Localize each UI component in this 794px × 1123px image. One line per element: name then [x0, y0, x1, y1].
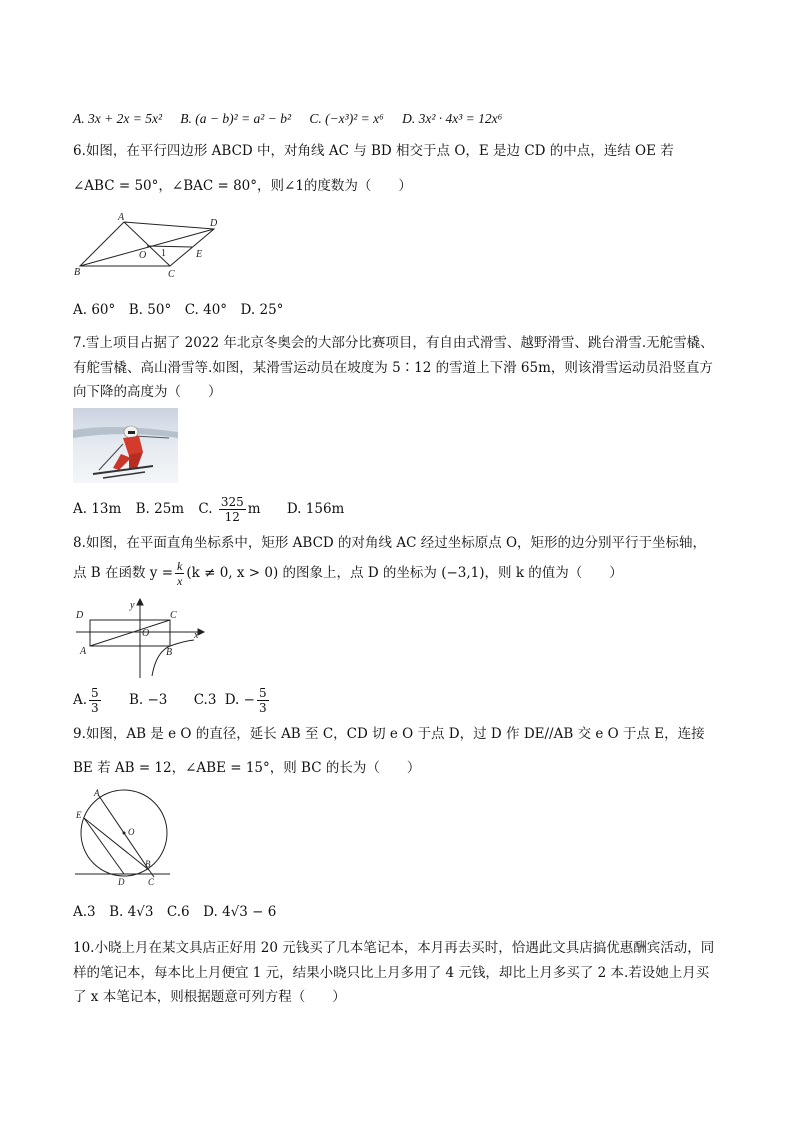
q6-label-d: D — [210, 218, 217, 229]
q8-option-b: B. −3 — [128, 692, 168, 708]
q10-stem-line2: 样的笔记本，每本比上月便宜 1 元，结果小晓只比上月多用了 4 元钱，却比上月多买了 2 本.若设她上月买 — [73, 965, 710, 981]
q6-diagonal-ac — [124, 222, 170, 266]
q7-stem-line1: 7.雪上项目占据了 2022 年北京冬奥会的大部分比赛项目，有自由式滑雪、越野滑雪、跳台滑雪.无舵雪橇、 — [73, 335, 714, 351]
q8-option-d-denominator: 3 — [258, 701, 267, 715]
q7-options — [73, 492, 344, 526]
q8-label-b: B — [166, 647, 173, 658]
q7-stem-line2: 有舵雪橇、高山滑雪等.如图，某滑雪运动员在坡度为 5∶12 的雪道上下滑 65m，则该滑雪运动员沿竖直方 — [73, 360, 713, 376]
q8-coordinate-figure — [72, 598, 207, 680]
q6-label-a: A — [118, 212, 125, 223]
q7-option-c-fraction — [219, 495, 246, 524]
q9-label-e: E — [76, 810, 82, 820]
q7-option-c-denominator: 12 — [224, 510, 240, 524]
q7-stem-line3: 向下降的高度为（ ） — [73, 384, 222, 400]
q8-label-y: y — [130, 600, 135, 611]
q8-stem-line2 — [73, 557, 623, 589]
q7-option-a: A. 13m — [73, 501, 122, 517]
q8-label-c: C — [170, 610, 177, 621]
q6-stem-line2: ∠ABC = 50°，∠BAC = 80°，则∠1的度数为（ ） — [73, 178, 412, 194]
q5-option-d: D. 3x² · 4x³ = 12x⁶ — [402, 111, 503, 126]
q9-options: A.3 B. 4√3 C.6 D. 4√3 − 6 — [73, 904, 277, 920]
q8-stem-line2-part1: 点 B 在函数 y = — [73, 565, 174, 581]
q7-option-c-unit: m — [247, 501, 261, 517]
q8-option-a-fraction — [89, 686, 101, 715]
q9-label-o: O — [128, 827, 135, 837]
q6-label-b: B — [74, 267, 81, 278]
q9-label-b: B — [145, 859, 151, 869]
q5-option-b: B. (a − b)² = a² − b² — [180, 111, 292, 126]
q7-option-d: D. 156m — [286, 501, 345, 517]
q5-option-a: A. 3x + 2x = 5x² — [73, 111, 162, 126]
q9-stem-line2: BE 若 AB = 12，∠ABE = 15°，则 BC 的长为（ ） — [73, 760, 421, 776]
q6-stem-line1: 6.如图，在平行四边形 ABCD 中，对角线 AC 与 BD 相交于点 O，E 是边 CD 的中点，连结 OE 若 — [73, 143, 674, 159]
q8-option-c: C.3 — [193, 692, 217, 708]
q9-label-c: C — [148, 877, 155, 887]
q8-function-fraction — [175, 559, 184, 588]
q8-option-d-numerator: 5 — [258, 686, 267, 700]
q6-label-e: E — [196, 249, 203, 260]
q7-option-c-prefix: C. — [198, 501, 213, 517]
q9-label-d: D — [118, 877, 125, 887]
q7-skier-photo — [73, 408, 178, 483]
q5-option-c: C. (−x³)² = x⁶ — [309, 111, 384, 126]
q10-stem-line1: 10.小晓上月在某文具店正好用 20 元钱买了几本笔记本，本月再去买时，恰遇此文具店搞优惠酬宾活动，同 — [73, 940, 715, 956]
q8-x-axis-arrow — [198, 629, 204, 635]
q6-label-c: C — [168, 269, 175, 280]
q6-parallelogram-figure — [72, 210, 217, 282]
q8-option-a-numerator: 5 — [91, 686, 99, 700]
q8-label-a: A — [80, 646, 87, 657]
q9-center-point — [123, 832, 126, 835]
q10-stem-line3: 了 x 本笔记本，则根据题意可列方程（ ） — [73, 989, 346, 1005]
q8-label-o: O — [142, 628, 150, 639]
q6-label-o: O — [139, 250, 147, 261]
q9-chord-ed — [84, 818, 124, 874]
q8-fraction-numerator: k — [177, 559, 183, 573]
q8-diagonal-ac — [90, 620, 170, 646]
q8-option-d-prefix: D. − — [224, 692, 255, 708]
q6-label-angle1: 1 — [161, 248, 166, 259]
q7-option-b: B. 25m — [135, 501, 185, 517]
q6-segment-oe — [147, 246, 192, 247]
q7-option-c-numerator: 325 — [220, 495, 244, 509]
q8-fraction-denominator: x — [177, 574, 183, 588]
q9-stem-line1: 9.如图，AB 是 e O 的直径，延长 AB 至 C，CD 切 e O 于点 D，过 D 作 DE//AB 交 e O 于点 E，连接 — [73, 726, 705, 742]
q8-y-axis-arrow — [137, 599, 143, 605]
q9-segment-be — [84, 818, 149, 870]
q8-option-a-prefix: A. — [73, 692, 88, 708]
q6-options: A. 60° B. 50° C. 40° D. 25° — [73, 302, 284, 318]
q6-diagonal-bd — [80, 229, 214, 266]
q8-option-a-denominator: 3 — [91, 701, 99, 715]
q9-label-a: A — [94, 788, 100, 798]
q8-options — [73, 684, 271, 716]
q8-hyperbola — [152, 640, 194, 676]
q8-label-d: D — [76, 610, 84, 621]
q8-stem-line2-part2: (k ≠ 0, x > 0) 的图象上，点 D 的坐标为 (−3,1)，则 k 的值为（ ） — [186, 565, 623, 581]
q8-label-x: x — [194, 630, 199, 641]
q8-stem-line1: 8.如图，在平面直角坐标系中，矩形 ABCD 的对角线 AC 经过坐标原点 O，矩形的边分别平行于坐标轴， — [73, 535, 707, 551]
q5-options — [73, 109, 516, 129]
q9-circle-figure — [72, 788, 172, 890]
q8-option-d-fraction — [257, 686, 269, 715]
